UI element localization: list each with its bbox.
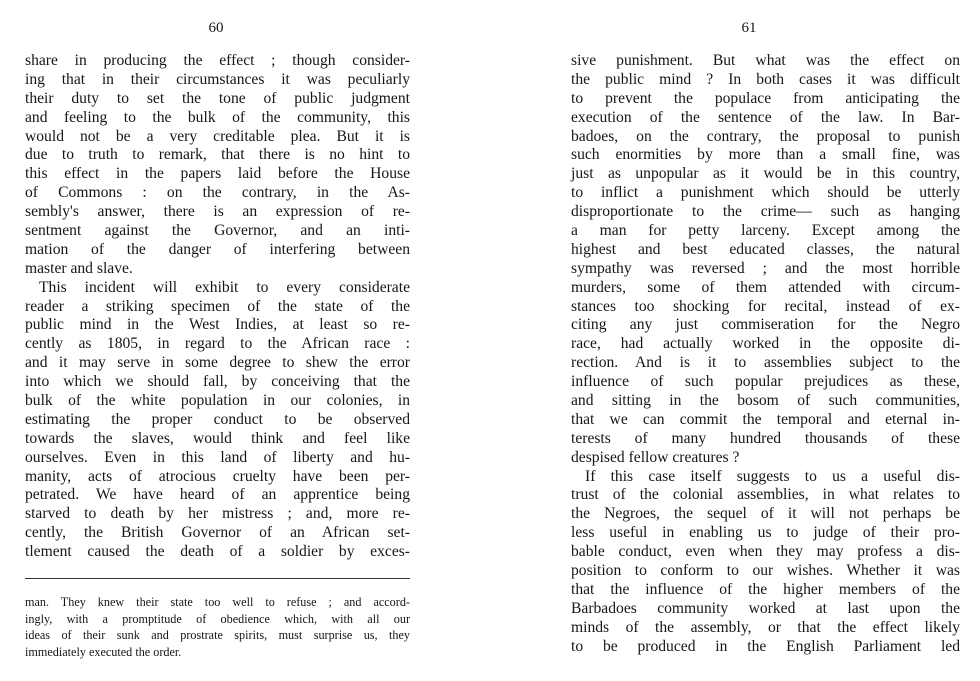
text-line: the public mind ? In both cases it was difficult [571,70,960,88]
text-line: bable conduct, even when they may profess a dis- [571,543,960,561]
text-line: just as unpopular as it would be in this country, [571,165,960,183]
text-line: sentment against the Governor, and an inti- [25,222,410,240]
text-line: starved to death by her mistress ; and, more re- [25,505,410,523]
footnote-line: man. They knew their state too well to refuse ; and accord- [25,595,410,609]
text-line: to prevent the populace from anticipating the [571,89,960,107]
text-line: race, had actually worked in the opposite di- [571,335,960,353]
text-line: position to conform to our wishes. Whether it was [571,562,960,580]
text-line: rection. And is it to assemblies subject to the [571,354,960,372]
text-line: manity, acts of atrocious cruelty have been per- [25,467,410,485]
text-line: this effect in the papers laid before the House [25,165,410,183]
page-number: 60 [208,20,224,36]
text-line: despised fellow creatures ? [571,448,740,466]
text-line: and it may serve in some degree to shew the error [25,354,410,372]
text-line: petrated. We have heard of an apprentice being [25,486,410,504]
text-line: If this case itself suggests to us a useful dis- [585,467,960,485]
text-line: Barbadoes community worked at last upon the [571,599,960,617]
text-line: sembly's answer, there is an expression of re- [25,203,410,221]
text-line: influence of such popular prejudices as these, [571,373,960,391]
text-line: stances too shocking for recital, instead of ex- [571,297,960,315]
text-line: minds of the assembly, or that the effect likely [571,618,960,636]
text-line: sympathy was reversed ; and the most horrible [571,259,960,277]
text-line: and sitting in the bosom of such communities, [571,392,960,410]
text-line: would not be a very creditable plea. But it is [25,127,410,145]
text-line: murders, some of them attended with circum- [571,278,960,296]
body-text [25,52,410,562]
text-line: tlement caused the death of a soldier by exces- [25,543,410,561]
text-line: that we can commit the temporal and eternal in- [571,410,960,428]
text-line: estimating the proper conduct to be observed [25,410,410,428]
left-page [0,0,470,681]
text-line: cently as 1805, in regard to the African race : [25,335,410,353]
right-page [505,0,980,681]
text-line: towards the slaves, would think and feel like [25,429,410,447]
text-line: of Commons : on the contrary, in the As- [25,184,410,202]
text-line: badoes, on the contrary, the proposal to punish [571,127,960,145]
text-line: execution of the sentence of the law. In Bar- [571,108,960,126]
text-line: to be produced in the English Parliament led [571,637,960,655]
text-line: This incident will exhibit to every considerate [39,278,410,296]
body-text [571,52,960,657]
text-line: ourselves. Even in this land of liberty and hu- [25,448,410,466]
text-line: such enormities by more than a small fine, was [571,146,960,164]
text-line: to inflict a punishment which should be utterly [571,184,960,202]
text-line: the Negroes, the sequel of it will not perhaps be [571,505,960,523]
text-line: trust of the colonial assemblies, in what relates to [571,486,960,504]
text-line: disproportionate to the crime— such as hanging [571,203,960,221]
text-line: master and slave. [25,259,133,277]
text-line: public mind in the West Indies, at least so re- [25,316,410,334]
text-line: due to truth to remark, that there is no hint to [25,146,410,164]
footnote [25,594,410,660]
text-line: terests of many hundred thousands of these [571,429,960,447]
text-line: sive punishment. But what was the effect on [571,52,960,69]
page-number: 61 [741,20,757,36]
footnote-divider [25,578,410,579]
text-line: bulk of the white population in our colonies, in [25,392,410,410]
text-line: mation of the danger of interfering between [25,240,410,258]
footnote-line: ingly, with a promptitude of obedience which, with all our [25,611,410,626]
text-line: and feeling to the bulk of the community, this [25,108,410,126]
text-line: a man for petty larceny. Except among the [571,222,960,240]
text-line: their duty to set the tone of public judgment [25,89,410,107]
text-line: that the influence of the higher members of the [571,580,960,598]
text-line: into which we should fall, by conceiving that the [25,373,410,391]
text-line: cently, the British Governor of an African set- [25,524,410,542]
footnote-line: ideas of their sunk and prostrate spirits, must surprise us, they [25,628,410,642]
text-line: less useful in enabling us to judge of their pro- [571,524,960,542]
text-line: highest and best educated classes, the natural [571,240,960,258]
text-line: share in producing the effect ; though consider- [25,52,410,69]
text-line: citing any just commiseration for the Negro [571,316,960,334]
text-line: ing that in their circumstances it was peculiarly [25,70,410,88]
text-line: reader a striking specimen of the state of the [25,297,410,315]
footnote-line: immediately executed the order. [25,644,182,659]
